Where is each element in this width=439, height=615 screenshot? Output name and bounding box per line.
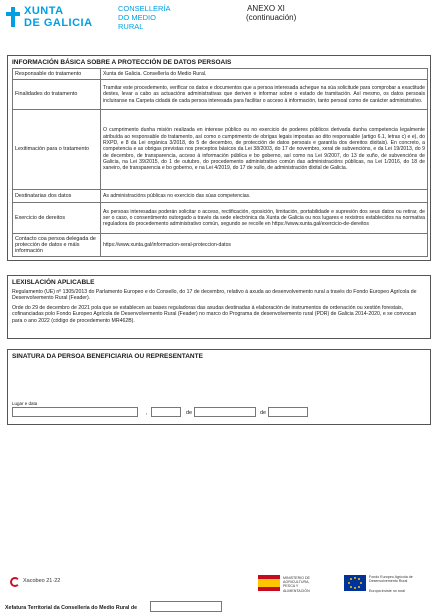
row-value: Tramitar este procedemento, verificar os datos e documentos que a persoa interesada achegue na súa solicitude para comprobar a exactitude destes, levar a cabo as actuacións administrativas que deriven e informar sobre o estado de tramitación. Así mesmo, os datos persoais incluiranse na Carpeta cidadá de cada persoa interesada para facilitar o acceso á información, tanto persoal como de carácter administrativo.: [101, 80, 428, 110]
signature-section: [7, 349, 431, 425]
xunta-cross-icon: [6, 7, 20, 27]
row-label: Lexitimación para o tratamento: [13, 110, 101, 190]
year-field[interactable]: [268, 407, 308, 417]
legislation-paragraph: Regulamento (UE) nº 1305/2013 do Parlamento Europeo e do Consello, do 17 de decembro, relativo á axuda ao desenvolvemento rural a través do Fondo Europeo Agrícola de Desenvolvemento Rural (Feader).: [12, 289, 417, 302]
table-row: [13, 80, 428, 110]
comma-separator: ,: [146, 410, 148, 416]
annex-heading: [246, 4, 297, 22]
row-value: As administracións públicas no exercicio das súas competencias.: [101, 190, 428, 203]
ministry-text: MINISTERIO DE AGRICULTURA, PESCA Y ALIMENTACIÓN: [283, 576, 310, 593]
legislation-section: [7, 275, 431, 339]
eu-flag-icon: [344, 575, 366, 591]
row-value: As persoas interesadas poderán solicitar o acceso, rectificación, oposición, limitación, portabilidade e supresión dos seus datos ou retirar, de ser o caso, o consentimento outorgado a través da sede electrónica da Xunta de Galicia ou nos lugares e rexistros establecidos na normativa reguladora do procedemento administrativo común, segundo se recolle en https://www.xunta.gal/exercicio-de-dereitos: [101, 203, 428, 234]
jefatura-label: Xefatura Territorial da Consellería do Medio Rural de: [5, 605, 138, 611]
row-value: Xunta de Galicia. Consellería do Medio Rural.: [101, 69, 428, 80]
jefatura-field[interactable]: [150, 601, 222, 612]
place-field[interactable]: [12, 407, 138, 417]
row-label: Destinatarias dos datos: [13, 190, 101, 203]
row-label: Finalidades do tratamento: [13, 80, 101, 110]
table-row: [13, 203, 428, 234]
row-value: https://www.xunta.gal/informacion-xeral-proteccion-datos: [101, 234, 428, 257]
annex-title: ANEXO XI: [247, 4, 285, 13]
eu-motto-text: Europa inviste no rural: [369, 589, 405, 593]
legislation-paragraph: Orde do 29 de decembro de 2021 pola que se establecen as bases reguladoras das axudas destinadas á elaboración de instrumentos de ordenación ou xestión forestais, cofinanciadas polo Fondo Europeo Agrícola de Desenvolvemento Rural (Feader) no marco do Programa de desenvolvemento rural (PDR) de Galicia 2014-2020, e se convocan para o ano 2022 (código de procedemento MR462B).: [12, 304, 417, 324]
xunta-logo: [6, 4, 93, 32]
table-row: [13, 234, 428, 257]
data-protection-table: [12, 68, 428, 257]
annex-subtitle: (continuación): [246, 13, 297, 22]
de-separator-1: de: [186, 410, 193, 416]
row-label: Exercicio de dereitos: [13, 203, 101, 234]
row-label: Responsable do tratamento: [13, 69, 101, 80]
spain-flag-icon: [258, 575, 280, 591]
eu-fund-text: Fondo Europeo Agrícola de Desenvolvemento Rural: [369, 575, 413, 584]
dept-line-1: CONSELLERÍA: [118, 4, 171, 13]
data-protection-section: [7, 55, 431, 261]
de-separator-2: de: [260, 410, 267, 416]
department-name: [118, 4, 188, 31]
logo-line-1: XUNTA: [24, 5, 64, 17]
row-label: Contacto coa persoa delegada de protección de datos e máis información: [13, 234, 101, 257]
xacobeo-logo: [10, 576, 80, 588]
logo-line-2: DE GALICIA: [24, 17, 93, 29]
signature-title: SINATURA DA PERSOA BENEFICIARIA OU REPRESENTANTE: [12, 353, 203, 360]
month-field[interactable]: [194, 407, 256, 417]
place-date-label: Lugar e data: [12, 401, 38, 406]
dept-line-2: DO MEDIO: [118, 13, 156, 22]
xacobeo-text: Xacobeo 21·22: [23, 578, 61, 584]
table-row: [13, 69, 428, 80]
row-value: O cumprimento dunha misión realizada en interese público ou no exercicio de poderes públicos derivada dunha competencia legalmente atribuída ao responsable do tratamento, así como o cumprimento de obrigas legais impostas ao dito responsable (artigo 6.1, letras c) e e), do RXPD, e 8 da Lei orgánica 3/2018, do 5 de decembro, de protección de datos persoais e garantía dos dereitos dixitais). En concreto, a competencia e as obrigas previstas nos preceptos básicos da Lei 38/2003, do 17 de novembro, xeral de subvencións, e da Lei 19/2013, do 9 de decembro, de transparencia, acceso á información pública e bo goberno, así como na Lei 9/2007, do 13 de xuño, de subvencións de Galicia, na Lei 39/2015, do 1 de outubro, do procedemento administrativo común das administracións públicas, na Lei 1/2016, do 18 de xaneiro, de transparencia e bo goberno, e na Lei 4/2019, do 17 de xullo, de administración dixital de Galicia.: [101, 110, 428, 190]
table-row: [13, 190, 428, 203]
dept-line-3: RURAL: [118, 22, 144, 31]
legislation-title: LEXISLACIÓN APLICABLE: [12, 279, 95, 286]
data-protection-title: INFORMACIÓN BÁSICA SOBRE A PROTECCIÓN DE DATOS PERSOAIS: [12, 59, 232, 66]
table-row: [13, 110, 428, 190]
day-field[interactable]: [151, 407, 181, 417]
xacobeo-swirl-icon: [10, 577, 20, 587]
